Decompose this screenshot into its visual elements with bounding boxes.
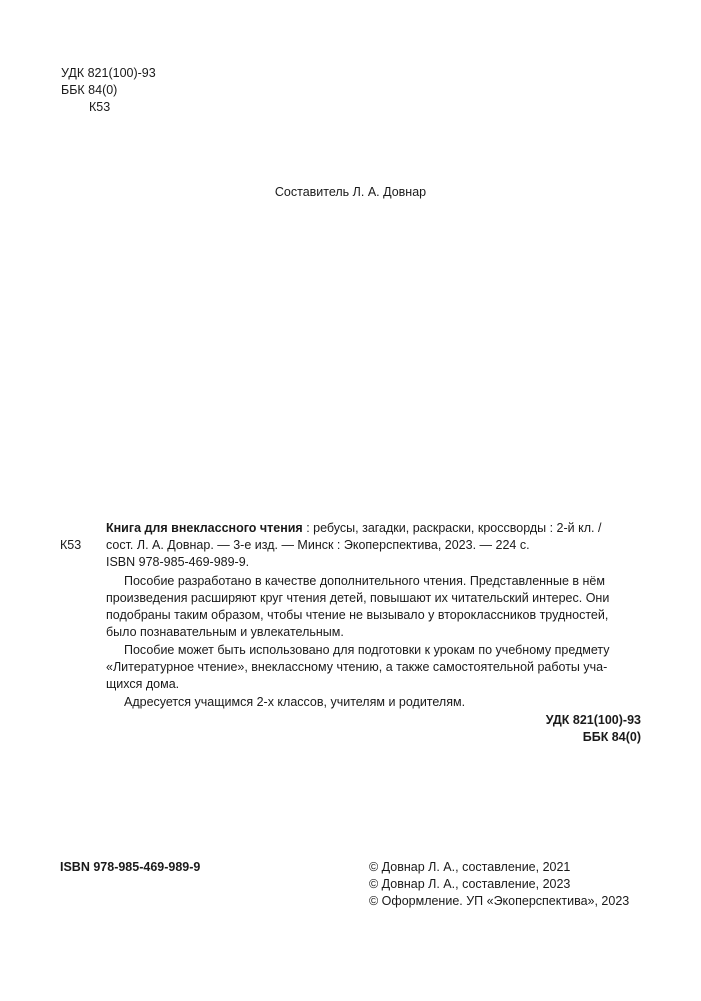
annotation-p2-line: «Литературное чтение», внеклассному чтению, а также самостоятельной работы уча- bbox=[106, 660, 608, 674]
bibliographic-publication-line: сост. Л. А. Довнар. — 3-е изд. — Минск : Экоперспектива, 2023. — 224 с. bbox=[106, 538, 530, 552]
bibliographic-isbn: ISBN 978-985-469-989-9. bbox=[106, 555, 250, 569]
bibliographic-author-mark: К53 bbox=[60, 538, 82, 552]
annotation-paragraph-3: Адресуется учащимся 2-х классов, учителям и родителям. bbox=[124, 695, 466, 709]
bottom-udk: УДК 821(100)-93 bbox=[545, 713, 641, 727]
annotation-p1-line: Пособие разработано в качестве дополнительного чтения. Представленные в нём bbox=[124, 574, 605, 588]
footer-isbn: ISBN 978-985-469-989-9 bbox=[60, 860, 201, 874]
top-bbk: ББК 84(0) bbox=[61, 83, 118, 97]
top-udk: УДК 821(100)-93 bbox=[61, 66, 156, 80]
copyright-line: © Довнар Л. А., составление, 2021 bbox=[369, 860, 571, 874]
top-author-mark: К53 bbox=[89, 100, 111, 114]
book-title: Книга для внеклассного чтения bbox=[106, 521, 303, 535]
copyright-line: © Довнар Л. А., составление, 2023 bbox=[369, 877, 571, 891]
annotation-p1-line: подобраны таким образом, чтобы чтение не вызывало у второклассников трудностей, bbox=[106, 608, 609, 622]
annotation-paragraph-2 bbox=[106, 642, 646, 693]
annotation-paragraph-1 bbox=[106, 573, 646, 641]
bottom-bbk: ББК 84(0) bbox=[582, 730, 641, 744]
title-line-rest: : ребусы, загадки, раскраски, кроссворды : 2-й кл. / bbox=[302, 521, 602, 535]
annotation-p1-line: было познавательным и увлекательным. bbox=[106, 625, 344, 639]
compiler-line: Составитель Л. А. Довнар bbox=[274, 185, 427, 199]
annotation-p2-line: Пособие может быть использовано для подготовки к урокам по учебному предмету bbox=[124, 643, 610, 657]
annotation-p2-line: щихся дома. bbox=[106, 677, 180, 691]
bibliographic-title-line bbox=[106, 520, 601, 537]
copyright-line: © Оформление. УП «Экоперспектива», 2023 bbox=[369, 894, 630, 908]
annotation-p1-line: произведения расширяют круг чтения детей, повышают их читательский интерес. Они bbox=[106, 591, 610, 605]
